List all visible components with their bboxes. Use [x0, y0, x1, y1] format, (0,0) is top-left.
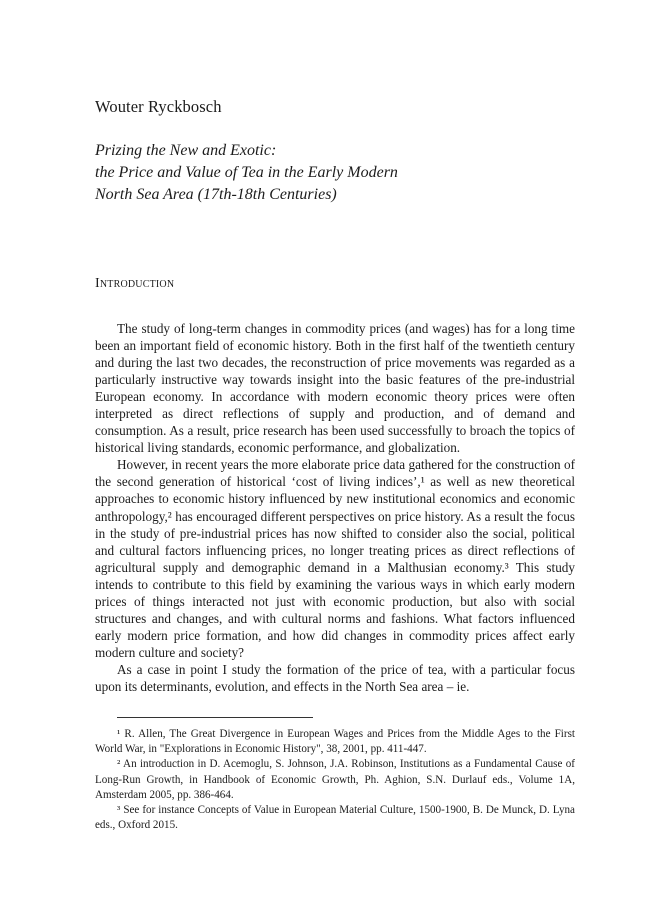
paragraph-1: The study of long-term changes in commodity prices (and wages) has for a long time been an important field of economic history. Both in the first half of the twentieth century and during the last two decades, the reconstruction of price movements was regarded as a particularly instructive way towards insight into the basic features of the pre-industrial European economy. In accordance with modern economic theory prices were often interpreted as direct reflections of supply and production, and of demand and consumption. As a result, price research has been used successfully to broach the topics of historical living standards, economic performance, and globalization.	[95, 321, 575, 456]
footnote-3: ³ See for instance Concepts of Value in European Material Culture, 1500-1900, B. De Munck, D. Lyna eds., Oxford 2015.	[95, 804, 575, 832]
body-text	[95, 320, 575, 695]
footnote-2: ² An introduction in D. Acemoglu, S. Johnson, J.A. Robinson, Institutions as a Fundamental Cause of Long-Run Growth, in Handbook of Economic Growth, Ph. Aghion, S.N. Durlauf eds., Volume 1A, Amsterdam 2005, pp. 386-464.	[95, 758, 575, 801]
paragraph-3: As a case in point I study the formation of the price of tea, with a particular focus upon its determinants, evolution, and effects in the North Sea area – ie.	[95, 661, 575, 694]
footnotes	[95, 727, 575, 833]
author-name: Wouter Ryckbosch	[95, 97, 222, 116]
section-heading: Introduction	[95, 276, 175, 291]
title-line-3: North Sea Area (17th-18th Centuries)	[95, 186, 337, 203]
footnote-divider	[117, 717, 313, 718]
title-line-2: the Price and Value of Tea in the Early Modern	[95, 164, 398, 181]
footnote-1: ¹ R. Allen, The Great Divergence in European Wages and Prices from the Middle Ages to the First World War, in "Explorations in Economic History", 38, 2001, pp. 411-447.	[95, 728, 575, 756]
paragraph-2: However, in recent years the more elaborate price data gathered for the construction of the second generation of historical ‘cost of living indices’,¹ as well as new theoretical approaches to economic history influenced by new institutional economics and economic anthropology,² has encouraged different perspectives on price history. As a result the focus in the study of pre-industrial prices has now shifted to consider also the social, political and cultural factors influencing prices, no longer treating prices as direct reflections of agricultural supply and demographic demand in a Malthusian economy.³ This study intends to contribute to this field by examining the various ways in which early modern prices of things interacted not just with economic production, but also with social structures and changes, and with cultural norms and fashions. What factors influenced early modern price formation, and how did changes in commodity prices affect early modern culture and society?	[95, 457, 575, 660]
title-line-1: Prizing the New and Exotic:	[95, 142, 277, 159]
article-title	[95, 140, 398, 206]
